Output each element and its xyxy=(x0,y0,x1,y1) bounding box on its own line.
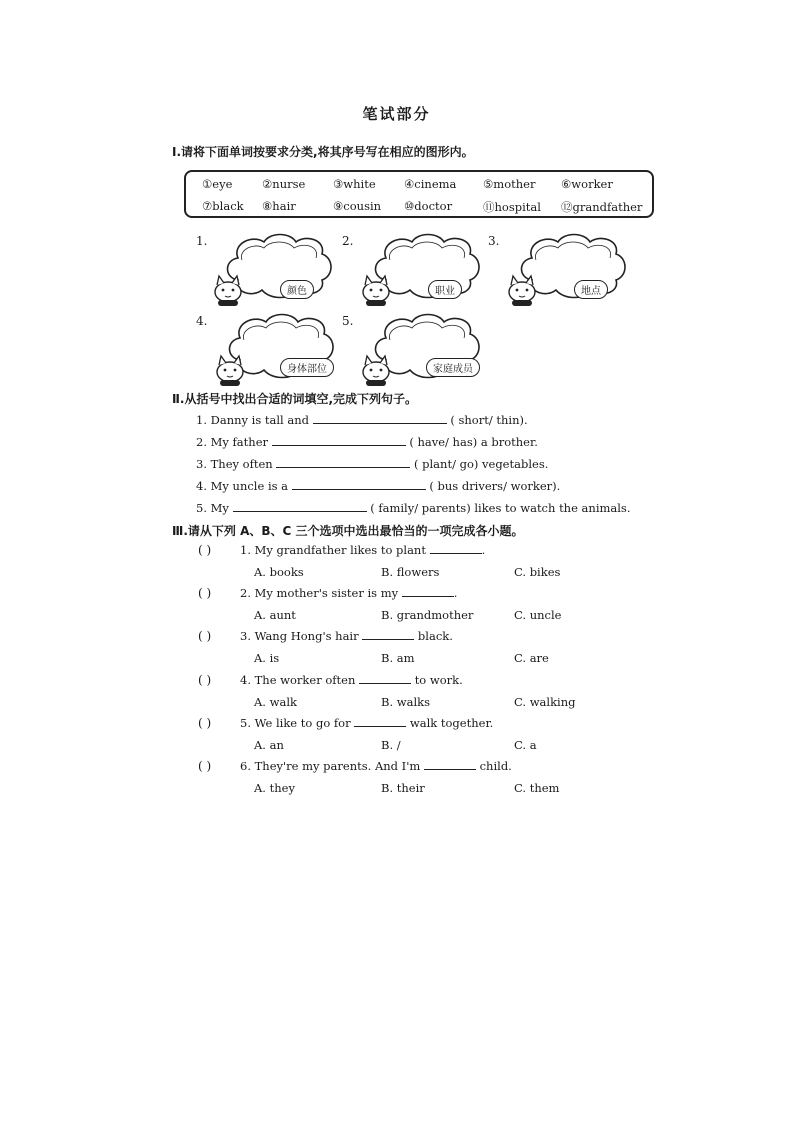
question-text: 1. My grandfather likes to plant xyxy=(240,543,426,557)
word-item: ③white xyxy=(333,177,376,191)
question-text: to work. xyxy=(414,673,463,687)
answer-paren[interactable]: ( ) xyxy=(198,543,212,557)
answer-blank xyxy=(424,769,476,770)
cloud-box-places xyxy=(502,230,634,310)
cloud-label: 职业 xyxy=(428,280,462,299)
option-c[interactable]: C. them xyxy=(514,781,560,795)
option-b[interactable]: B. walks xyxy=(381,695,431,709)
fill-in-sentence xyxy=(196,435,538,449)
word-item: ⑥worker xyxy=(561,177,613,191)
sentence-text: 1. Danny is tall and xyxy=(196,413,310,427)
cat-mascot-icon xyxy=(363,276,389,306)
cloud-label: 颜色 xyxy=(280,280,314,299)
question-text: 5. We like to go for xyxy=(240,716,351,730)
answer-blank[interactable] xyxy=(313,423,447,424)
cloud-box-body-parts xyxy=(210,310,342,390)
option-c[interactable]: C. bikes xyxy=(514,565,561,579)
choice-question xyxy=(240,759,512,773)
word-item: ①eye xyxy=(202,177,233,191)
word-item: ⑩doctor xyxy=(404,199,453,213)
cloud-label: 地点 xyxy=(574,280,608,299)
sentence-text: ( have/ has) a brother. xyxy=(409,435,538,449)
cloud-with-cat-icon xyxy=(356,230,488,310)
answer-blank xyxy=(354,726,406,727)
answer-blank[interactable] xyxy=(233,511,367,512)
answer-blank xyxy=(430,553,482,554)
option-c[interactable]: C. walking xyxy=(514,695,576,709)
question-text: walk together. xyxy=(409,716,494,730)
word-item: ⑨cousin xyxy=(333,199,382,213)
word-item: ⑪hospital xyxy=(483,200,541,214)
option-b[interactable]: B. grandmother xyxy=(381,608,474,622)
option-a[interactable]: A. aunt xyxy=(254,608,296,622)
answer-paren[interactable]: ( ) xyxy=(198,759,212,773)
option-c[interactable]: C. a xyxy=(514,738,537,752)
question-text: child. xyxy=(479,759,512,773)
option-a[interactable]: A. they xyxy=(254,781,295,795)
word-bank-box xyxy=(184,170,654,218)
answer-blank[interactable] xyxy=(276,467,410,468)
cloud-box-family xyxy=(356,310,488,390)
choice-question xyxy=(240,629,453,643)
word-item: ⑤mother xyxy=(483,177,536,191)
option-b[interactable]: B. am xyxy=(381,651,415,665)
cloud-box-colors xyxy=(208,230,340,310)
option-b[interactable]: B. their xyxy=(381,781,425,795)
word-item: ⑫grandfather xyxy=(561,200,643,214)
fill-in-sentence xyxy=(196,413,528,427)
question-text: 6. They're my parents. And I'm xyxy=(240,759,421,773)
answer-blank[interactable] xyxy=(272,445,406,446)
answer-paren[interactable]: ( ) xyxy=(198,673,212,687)
cloud-number: 2. xyxy=(342,234,354,248)
sentence-text: ( family/ parents) likes to watch the animals. xyxy=(370,501,631,515)
cloud-label: 家庭成员 xyxy=(426,358,480,377)
fill-in-sentence xyxy=(196,457,548,471)
answer-blank[interactable] xyxy=(292,489,426,490)
option-a[interactable]: A. is xyxy=(254,651,280,665)
cloud-with-cat-icon xyxy=(208,230,340,310)
fill-in-sentence xyxy=(196,501,631,515)
word-item: ④cinema xyxy=(404,177,457,191)
cat-mascot-icon xyxy=(363,356,389,386)
option-b[interactable]: B. flowers xyxy=(381,565,440,579)
question-text: . xyxy=(453,586,458,600)
sentence-text: 2. My father xyxy=(196,435,268,449)
answer-paren[interactable]: ( ) xyxy=(198,629,212,643)
sentence-text: ( short/ thin). xyxy=(450,413,528,427)
answer-paren[interactable]: ( ) xyxy=(198,716,212,730)
cloud-label: 身体部位 xyxy=(280,358,334,377)
answer-blank xyxy=(362,639,414,640)
question-text: 4. The worker often xyxy=(240,673,356,687)
cloud-number: 5. xyxy=(342,314,354,328)
question-text: 2. My mother's sister is my xyxy=(240,586,399,600)
option-b[interactable]: B. / xyxy=(381,738,401,752)
cloud-box-jobs xyxy=(356,230,488,310)
cloud-with-cat-icon xyxy=(502,230,634,310)
cloud-number: 3. xyxy=(488,234,500,248)
choice-question xyxy=(240,543,485,557)
sentence-text: 4. My uncle is a xyxy=(196,479,289,493)
page-title: 笔试部分 xyxy=(362,105,431,123)
cloud-number: 4. xyxy=(196,314,208,328)
option-a[interactable]: A. walk xyxy=(254,695,297,709)
word-item: ②nurse xyxy=(262,177,306,191)
question-text: black. xyxy=(417,629,453,643)
option-c[interactable]: C. are xyxy=(514,651,549,665)
fill-in-sentence xyxy=(196,479,560,493)
cloud-with-cat-icon xyxy=(210,310,342,390)
word-item: ⑧hair xyxy=(262,199,296,213)
cloud-with-cat-icon xyxy=(356,310,488,390)
choice-question xyxy=(240,716,493,730)
question-text: 3. Wang Hong's hair xyxy=(240,629,359,643)
section-3-heading: Ⅲ.请从下列 A、B、C 三个选项中选出最恰当的一项完成各小题。 xyxy=(172,524,524,538)
word-item: ⑦black xyxy=(202,199,244,213)
option-a[interactable]: A. books xyxy=(254,565,304,579)
sentence-text: 5. My xyxy=(196,501,229,515)
answer-blank xyxy=(402,596,454,597)
cat-mascot-icon xyxy=(509,276,535,306)
section-2-heading: Ⅱ.从括号中找出合适的词填空,完成下列句子。 xyxy=(172,392,418,406)
sentence-text: ( plant/ go) vegetables. xyxy=(414,457,549,471)
cat-mascot-icon xyxy=(217,356,243,386)
answer-blank xyxy=(359,683,411,684)
option-a[interactable]: A. an xyxy=(254,738,284,752)
sentence-text: ( bus drivers/ worker). xyxy=(429,479,561,493)
choice-question xyxy=(240,673,463,687)
section-1-heading: Ⅰ.请将下面单词按要求分类,将其序号写在相应的图形内。 xyxy=(172,145,474,159)
answer-paren[interactable]: ( ) xyxy=(198,586,212,600)
question-text: . xyxy=(481,543,486,557)
option-c[interactable]: C. uncle xyxy=(514,608,562,622)
cat-mascot-icon xyxy=(215,276,241,306)
cloud-number: 1. xyxy=(196,234,208,248)
choice-question xyxy=(240,586,457,600)
sentence-text: 3. They often xyxy=(196,457,273,471)
